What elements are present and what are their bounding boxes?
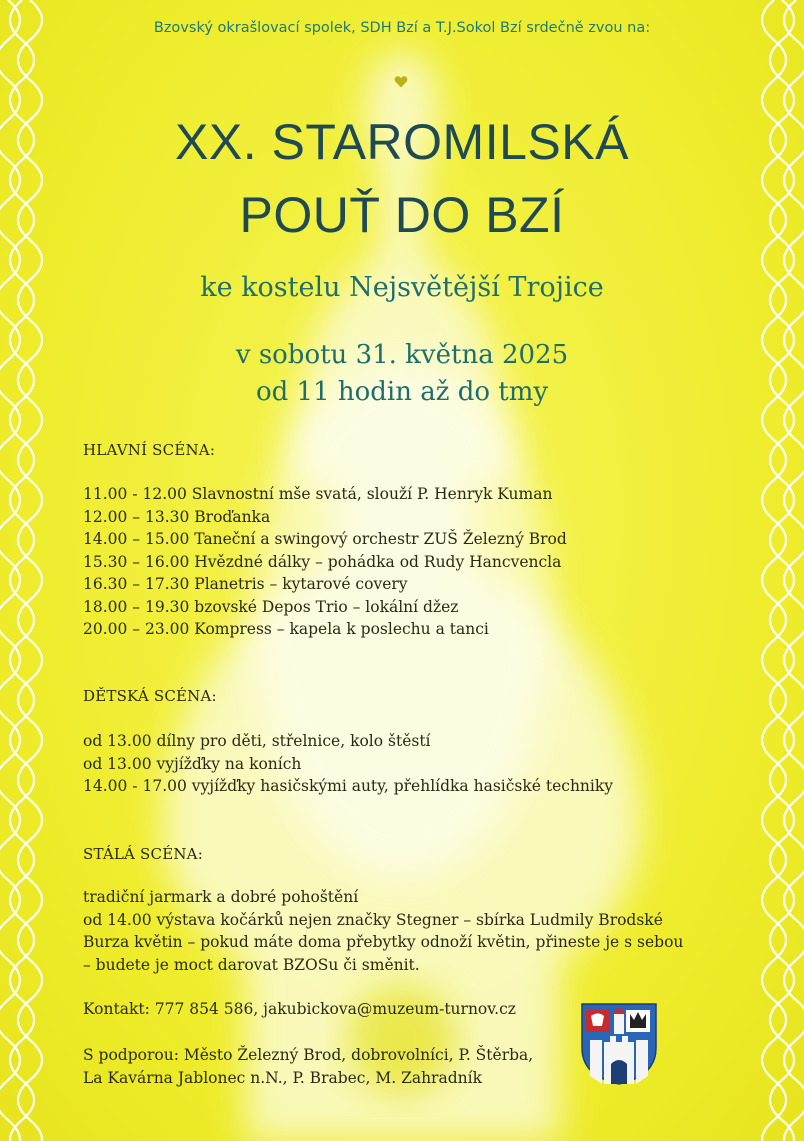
permanent-stage-heading: STÁLÁ SCÉNA:: [83, 845, 203, 863]
list-item: 14.00 – 15.00 Taneční a swingový orchestr ZUŠ Železný Brod: [83, 530, 567, 548]
main-stage-heading: HLAVNÍ SCÉNA:: [83, 441, 216, 459]
list-item: 12.00 – 13.30 Broďanka: [83, 507, 271, 526]
list-item: 11.00 - 12.00 Slavnostní mše svatá, slouží P. Henryk Kuman: [83, 485, 553, 503]
kids-stage-heading: DĚTSKÁ SCÉNA:: [83, 687, 217, 705]
list-item: 14.00 - 17.00 vyjížďky hasičskými auty, přehlídka hasičské techniky: [83, 777, 614, 795]
sponsors-line: S podporou: Město Železný Brod, dobrovolníci, P. Štěrba,: [83, 1046, 534, 1064]
contact-info: Kontakt: 777 854 586, jakubickova@muzeum-turnov.cz: [83, 1000, 516, 1018]
organizers-header: Bzovský okrašlovací spolek, SDH Bzí a T.J.Sokol Bzí srdečně zvou na:: [153, 20, 651, 36]
event-date: v sobotu 31. května 2025: [235, 340, 569, 370]
main-stage-program: [83, 483, 567, 641]
permanent-stage-program: [83, 886, 683, 976]
sponsors-line: La Kavárna Jablonec n.N., P. Brabec, M. Zahradník: [83, 1068, 482, 1087]
event-title-line2: POUŤ DO BZÍ: [239, 187, 565, 243]
sponsors: [83, 1044, 533, 1089]
list-item: – budete je moct darovat BZOSu či směnit.: [83, 955, 420, 974]
list-item: 15.30 – 16.00 Hvězdné dálky – pohádka od Rudy Hancvencla: [83, 552, 562, 571]
kids-stage-program: [83, 730, 613, 798]
list-item: tradiční jarmark a dobré pohoštění: [83, 888, 359, 906]
list-item: 20.00 – 23.00 Kompress – kapela k poslechu a tanci: [83, 620, 489, 638]
event-title-line1: XX. STAROMILSKÁ: [175, 114, 629, 170]
list-item: od 13.00 dílny pro děti, střelnice, kolo štěstí: [83, 732, 431, 750]
heart-icon: [394, 75, 408, 89]
list-item: od 14.00 výstava kočárků nejen značky Stegner – sbírka Ludmily Brodské: [83, 910, 663, 929]
coat-of-arms-icon: [580, 1002, 658, 1086]
list-item: 16.30 – 17.30 Planetris – kytarové covery: [83, 575, 408, 593]
list-item: 18.00 – 19.30 bzovské Depos Trio – lokální džez: [83, 597, 459, 616]
event-subtitle: ke kostelu Nejsvětější Trojice: [200, 272, 604, 303]
list-item: od 13.00 vyjížďky na koních: [83, 754, 302, 773]
list-item: Burza květin – pokud máte doma přebytky odnoží květin, přineste je s sebou: [83, 933, 684, 951]
event-time: od 11 hodin až do tmy: [255, 377, 549, 407]
